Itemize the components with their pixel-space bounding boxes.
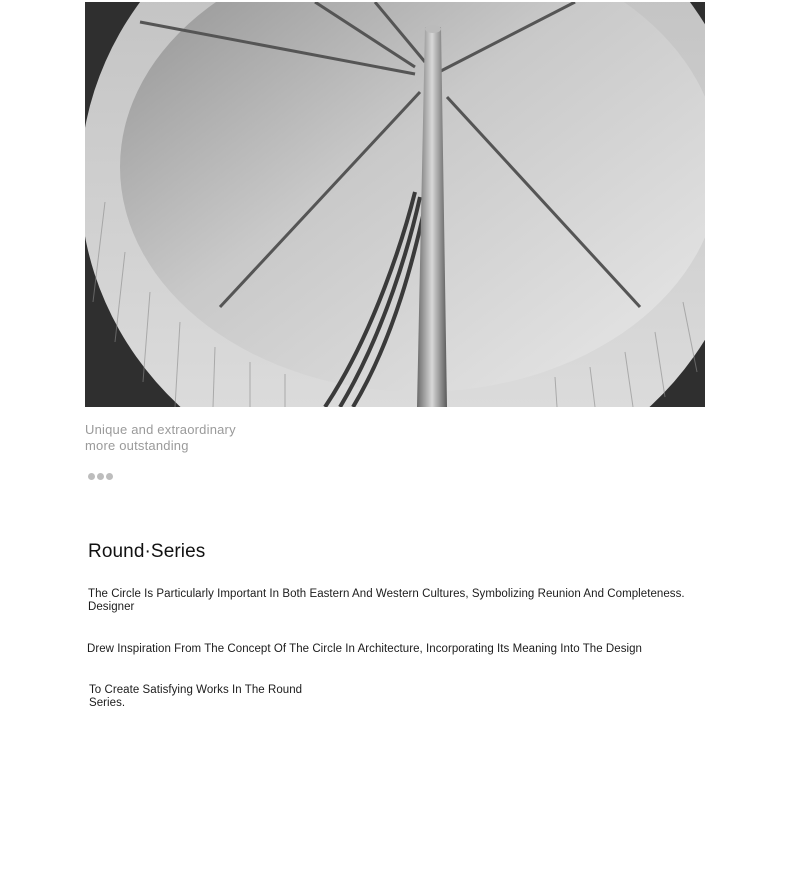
pager-dot-1[interactable]: [88, 473, 95, 480]
tagline-line-1: Unique and extraordinary: [85, 422, 236, 437]
series-paragraph-1: The Circle Is Particularly Important In Both Eastern And Western Cultures, Symbolizing Reunion And Completeness. Designer: [88, 588, 685, 613]
hero-image: [85, 2, 705, 407]
pager-dot-3[interactable]: [106, 473, 113, 480]
tagline: [85, 422, 236, 454]
pager-dot-2[interactable]: [97, 473, 104, 480]
series-paragraph-2: Drew Inspiration From The Concept Of The Circle In Architecture, Incorporating Its Meaning Into The Design: [87, 643, 643, 655]
series-paragraph-3: To Create Satisfying Works In The Round Series.: [89, 684, 303, 709]
tagline-line-2: more outstanding: [85, 438, 189, 453]
pager-dots: [88, 473, 113, 480]
series-title: Round·Series: [88, 541, 206, 562]
